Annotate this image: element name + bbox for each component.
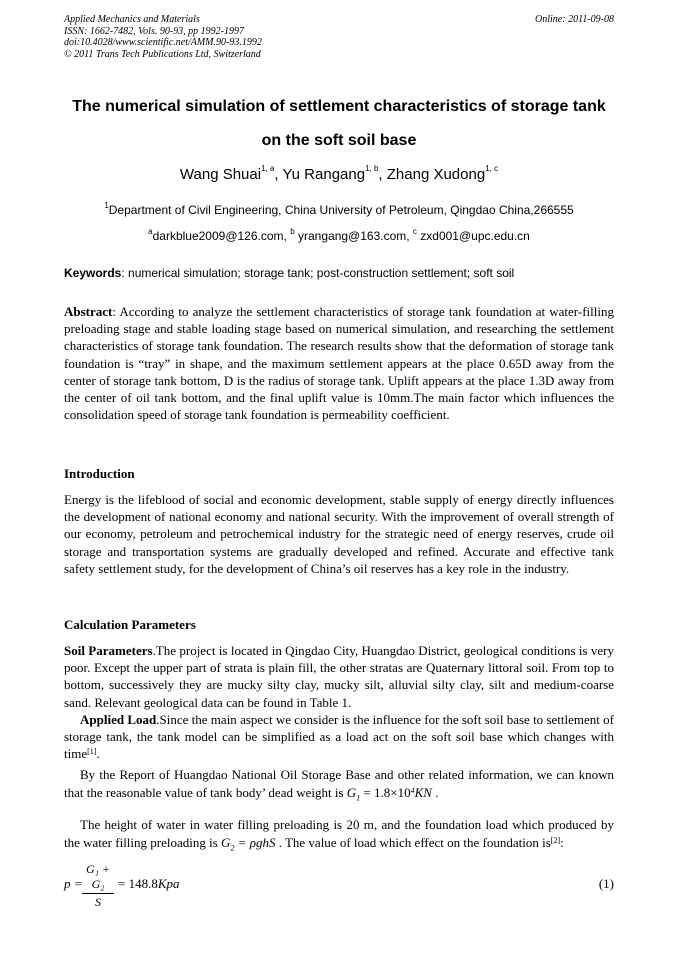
equation-lhs: p = [64, 876, 83, 891]
affiliation [40, 203, 638, 217]
author-name: Yu Rangang [282, 166, 366, 183]
author-name: Wang Shuai [179, 166, 262, 183]
journal-header [64, 14, 262, 60]
water-end: : [560, 834, 564, 850]
email-link[interactable]: zxd001@upc.edu.cn [420, 229, 530, 243]
g1-unit: KN [414, 784, 432, 800]
load-text: .Since the main aspect we consider is the influence for the soft soil base to settlement of storage tank, the tank model can be simplified as a load act on the soft soil base which changes with time [64, 711, 614, 762]
author-sup: 1, b [365, 164, 379, 173]
email-sup: a [148, 227, 153, 236]
abstract-label: Abstract [64, 304, 113, 319]
report-text: By the Report of Huangdao National Oil Storage Base and other related information, we can known that the reasonable value of tank body’ dead weight is [64, 767, 614, 800]
equation-value: = 148.8 [118, 876, 158, 891]
journal-name: Applied Mechanics and Materials [64, 14, 200, 25]
abstract-text: : According to analyze the settlement characteristics of storage tank foundation at water-filling preloading stage and stable loading stage based on numerical simulation, and researching the settlement characteristics of storage tank foundation. The research results show that the deformation of storage tank foundation is “tray” in shape, and the maximum settlement appears at the place 0.65D away from the center of storage tank bottom, D is the radius of storage tank. Uplift appears at the place 1.3D away from the center of oil tank bottom, and the final uplift value is 10mm.The main factor which influences the consolidation speed of storage tank foundation is permeability coefficient. [64, 304, 614, 423]
water-paragraph [64, 816, 614, 856]
author-sup: 1, c [485, 164, 499, 173]
soil-paragraph [64, 642, 614, 711]
water-text-2: . The value of load which effect on the foundation is [275, 834, 551, 850]
introduction-text: Energy is the lifeblood of social and economic development, stable supply of energy directly influences the development of national economy and national security. With the improvement of overall strength of our economy, petroleum and petrochemical industry for the strategic need of energy reserves, crude oil storage and transportation systems are gradually developed and refined. Accurate and effective tank safety settlement study, for the development of China’s oil reserves has a key role in the industry. [64, 492, 614, 576]
affiliation-text: Department of Civil Engineering, China University of Petroleum, Qingdao China,266555 [108, 203, 574, 217]
calc-heading: Calculation Parameters [64, 617, 196, 632]
citation-ref[interactable]: [2] [550, 835, 561, 845]
g1-value: = 1.8×10 [360, 784, 411, 800]
g2-equation [221, 834, 276, 853]
keywords [64, 266, 614, 280]
doi-line: doi:10.4028/www.scientific.net/AMM.90-93.1992 [64, 37, 262, 48]
abstract [64, 303, 614, 423]
paper-title [40, 90, 638, 158]
copyright-line: © 2011 Trans Tech Publications Ltd, Switzerland [64, 48, 261, 60]
load-label: Applied Load [80, 711, 157, 727]
keywords-label: Keywords [64, 266, 122, 280]
equation-rhs [118, 876, 180, 892]
email-sup: b [290, 227, 295, 236]
author-sup: 1, a [261, 164, 275, 173]
introduction-heading: Introduction [64, 466, 135, 481]
equation-denominator: S [95, 895, 101, 909]
online-date: Online: 2011-09-08 [535, 14, 614, 25]
soil-label: Soil Parameters [64, 643, 153, 658]
email-sup: c [412, 227, 417, 236]
email-link[interactable]: darkblue2009@126.com [152, 229, 284, 243]
email-link[interactable]: yrangang@163.com [298, 229, 407, 243]
calc-section [64, 642, 614, 856]
g1-end: . [431, 784, 439, 800]
g2-subscript: 2 [230, 843, 235, 853]
author-name: Zhang Xudong [386, 166, 486, 183]
load-paragraph [64, 711, 614, 763]
title-line-1: The numerical simulation of settlement characteristics of storage tank [72, 98, 606, 115]
water-text: The height of water in water filling preloading is 20 m, and the foundation load which produced by the water filling preloading is [64, 817, 614, 850]
g1-equation [346, 784, 432, 803]
g1-symbol: G [346, 784, 357, 800]
g2-value: = ρghS [234, 834, 276, 850]
author-list: Wang Shuai$^{1, a}$, Yu Rangang$^{1, b}$, Zhang Xudong$^{1, c}$ [179, 164, 499, 183]
g1-exponent: 4 [410, 785, 415, 795]
equation-numerator: G₁ + G₂ [82, 862, 114, 894]
equation-1 [64, 862, 614, 910]
equation-fraction [82, 862, 114, 910]
load-end: . [96, 746, 100, 762]
email-list: $^a$darkblue2009@126.com, $^b$ yrangang@163.com, $^c$ zxd001@upc.edu.cn [148, 227, 530, 243]
g1-subscript: 1 [356, 793, 361, 803]
keywords-text: : numerical simulation; storage tank; post-construction settlement; soft soil [121, 266, 515, 280]
g2-symbol: G [221, 834, 231, 850]
issn-line: ISSN: 1662-7482, Vols. 90-93, pp 1992-1997 [64, 25, 244, 37]
soil-text: .The project is located in Qingdao City, Huangdao District, geological conditions is very poor. Except the upper part of strata is plain fill, the other stratas are Quaternary littoral soil. From top to bottom, successively they are mucky silty clay, mucky silt, alluvial silty clay, silt and medium-coarse sand. Relevant geological data can be found in Table 1. [64, 643, 614, 710]
report-paragraph [64, 766, 614, 806]
equation-number: (1) [598, 876, 614, 891]
citation-ref[interactable]: [1] [87, 747, 97, 757]
title-line-2: on the soft soil base [261, 132, 417, 149]
equation-unit: Kpa [157, 876, 180, 891]
affiliation-sup: 1 [104, 201, 109, 210]
